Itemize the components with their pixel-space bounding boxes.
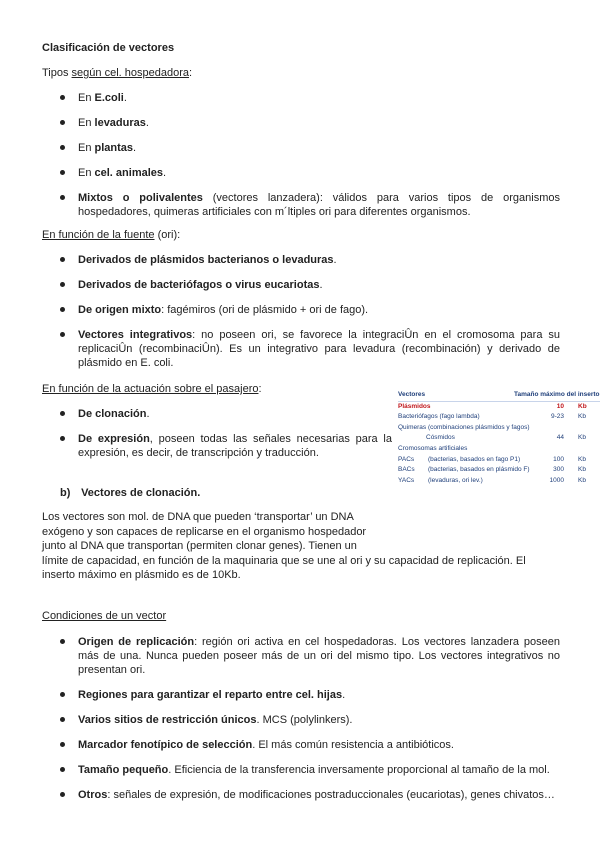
document-title: Clasificación de vectores	[42, 42, 175, 54]
cloning-paragraph-part2: límite de capacidad, en función de la maquinaria que se une al ori y su capacidad de replicación. El inserto máximo en plásmido es de 10Kb.	[42, 554, 526, 581]
source-item-plasmidos: Derivados de plásmidos bacterianos o levaduras.	[60, 253, 560, 267]
host-heading-prefix: Tipos	[42, 67, 72, 79]
source-heading-underlined: En función de la fuente	[42, 229, 155, 241]
host-item-mixtos: Mixtos o polivalentes (vectores lanzadera): válidos para varios tipos de organismos hospedadores, quimeras artificiales con m´ltiples ori para diferentes organismos.	[60, 191, 560, 219]
conditions-heading-underlined: Condiciones de un vector	[42, 610, 167, 622]
condition-item-origen: Origen de replicación: región ori activa en cel hospedadoras. Los vectores lanzadera poseen más de una. Nunca pueden poseer más de un ori del mismo tipo. Los vectores integrativos no presentan ori.	[60, 635, 560, 677]
source-list	[60, 253, 560, 381]
vector-table-header-size: Tamaño máximo del inserto	[514, 391, 600, 398]
vector-table-header	[398, 390, 600, 402]
host-item-ecoli: En E.coli.	[60, 91, 560, 105]
cloning-subheading-title: Vectores de clonación.	[81, 487, 201, 499]
host-item-animales: En cel. animales.	[60, 166, 560, 180]
table-row: BACs (bacterias, basados en plásmido F) 300 Kb	[398, 466, 586, 474]
condition-item-marcador: Marcador fenotípico de selección. El más común resistencia a antibióticos.	[60, 738, 560, 752]
table-row: PACs (bacterias, basados en fago P1) 100 Kb	[398, 455, 586, 463]
action-item-expresion: De expresión, poseen todas las señales necesarias para la expresión, es decir, de transcripción y traducción.	[60, 432, 392, 460]
source-item-bacteriofagos: Derivados de bacteriófagos o virus eucariotas.	[60, 278, 560, 292]
cloning-paragraph-part1: Los vectores son mol. de DNA que pueden ‘transportar’ un DNA exógeno y son capaces de replicarse en el organismo hospedador junto al DNA que transportan (permiten clonar genes). Tienen un	[42, 511, 367, 552]
source-item-integrativos: Vectores integrativos: no poseen ori, se favorece la integraciÛn en el cromosoma para su replicaciÛn (recombinaciÛn). Es un integrativo para levadura (recombinación) y derivado de plásmido en E. coli.	[60, 328, 560, 370]
host-heading	[42, 67, 192, 79]
table-row: YACs (levaduras, ori lev.) 1000 Kb	[398, 476, 586, 484]
table-row: Cósmidos 44 Kb	[426, 434, 586, 442]
source-heading	[42, 229, 180, 241]
action-item-clonacion: De clonación.	[60, 407, 392, 421]
conditions-list	[60, 635, 560, 813]
action-heading-suffix: :	[258, 383, 262, 395]
host-heading-underlined: según cel. hospedadora	[71, 67, 189, 79]
table-row: Plásmidos 10 Kb	[398, 402, 587, 410]
table-row: Bacteriófagos (fago lambda) 9-23 Kb	[398, 413, 586, 421]
vector-table	[398, 390, 600, 486]
table-row: Cromosomas artificiales	[398, 444, 468, 452]
host-item-plantas: En plantas.	[60, 141, 560, 155]
condition-item-regiones: Regiones para garantizar el reparto entre cel. hijas.	[60, 688, 560, 702]
host-list	[60, 91, 560, 230]
condition-item-tamano: Tamaño pequeño. Eficiencia de la transferencia inversamente proporcional al tamaño de la mol.	[60, 763, 560, 777]
source-item-mixto: De origen mixto: fagémiros (ori de plásmido + ori de fago).	[60, 303, 560, 317]
conditions-heading	[42, 610, 166, 622]
host-item-levaduras: En levaduras.	[60, 116, 560, 130]
action-list	[60, 407, 392, 471]
cloning-subheading	[60, 487, 200, 499]
source-heading-suffix: (ori):	[154, 229, 181, 241]
table-row: Quimeras (combinaciones plásmidos y fagos)	[398, 423, 530, 431]
condition-item-otros: Otros: señales de expresión, de modificaciones postraduccionales (eucariotas), genes chivatos…	[60, 788, 560, 802]
cloning-subheading-label: b)	[60, 487, 71, 499]
condition-item-sitios: Varios sitios de restricción únicos. MCS (polylinkers).	[60, 713, 560, 727]
action-heading-underlined: En función de la actuación sobre el pasajero	[42, 383, 259, 395]
vector-table-header-name: Vectores	[398, 391, 426, 398]
host-heading-suffix: :	[188, 67, 193, 79]
action-heading	[42, 383, 262, 395]
